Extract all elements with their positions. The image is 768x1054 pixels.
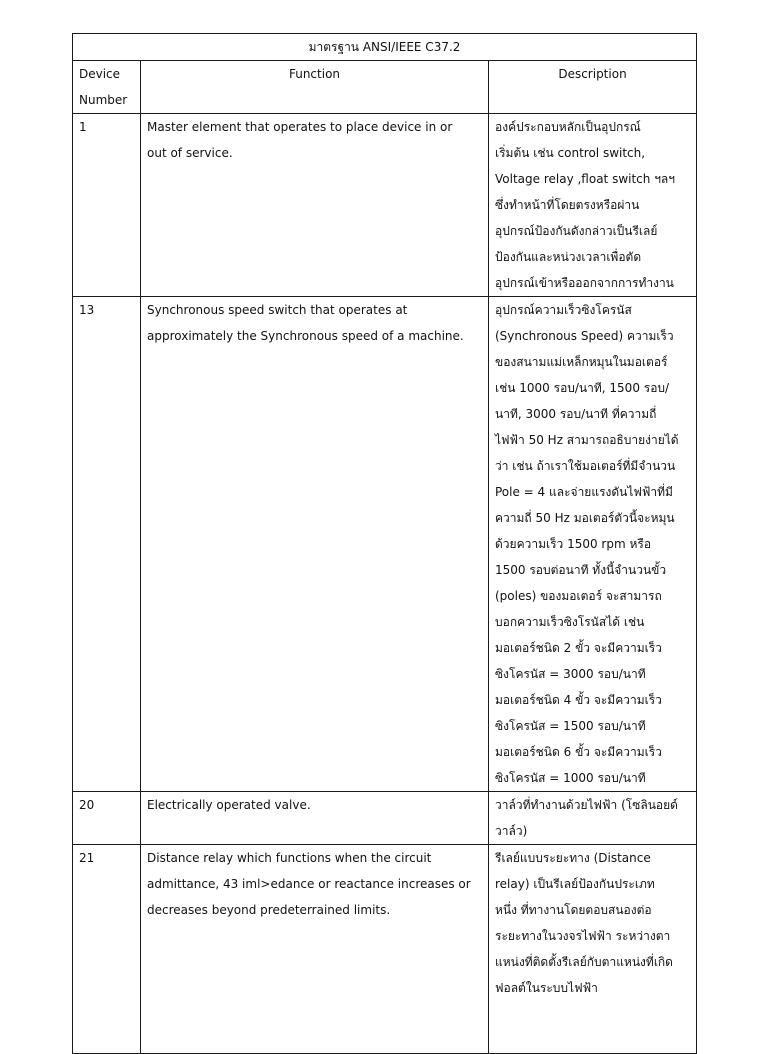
description-line: (poles) ของมอเตอร์ จะสามารถ	[495, 589, 662, 603]
description-line: ระยะทางในวงจรไฟฟ้า ระหว่างตา	[495, 929, 671, 943]
header-device-number	[73, 61, 141, 114]
description-line: ฟอลต์ในระบบไฟฟ้า	[495, 981, 598, 995]
description-line: ซึ่งทำหน้าที่โดยตรงหรือผ่าน	[495, 198, 640, 212]
description-line: รีเลย์แบบระยะทาง (Distance	[495, 851, 651, 865]
description-line: วาล์ว)	[495, 824, 528, 838]
description-line: (Synchronous Speed) ความเร็ว	[495, 329, 674, 343]
table-header-row	[73, 61, 697, 114]
description-line: ซิงโครนัส = 1500 รอบ/นาที	[495, 719, 646, 733]
ansi-device-table	[72, 33, 697, 1054]
description-line: มอเตอร์ชนิด 4 ขั้ว จะมีความเร็ว	[495, 693, 662, 707]
description-line: ด้วยความเร็ว 1500 rpm หรือ	[495, 537, 652, 551]
device-number-cell: 21	[73, 845, 141, 1054]
function-line: approximately the Synchronous speed of a machine.	[147, 329, 464, 343]
header-device-number-line: Device	[79, 67, 121, 81]
function-line: Master element that operates to place device in or	[147, 120, 453, 134]
function-line: decreases beyond predeterrained limits.	[147, 903, 391, 917]
table-row	[73, 792, 697, 845]
description-line: องค์ประกอบหลักเป็นอุปกรณ์	[495, 120, 641, 134]
function-line: Synchronous speed switch that operates at	[147, 303, 408, 317]
description-line: นาที, 3000 รอบ/นาที ที่ความถี่	[495, 407, 657, 421]
description-line: ความถี่ 50 Hz มอเตอร์ตัวนี้จะหมุน	[495, 511, 675, 525]
description-cell	[489, 792, 697, 845]
description-line: อุปกรณ์ป้องกันดังกล่าวเป็นรีเลย์	[495, 224, 658, 238]
description-cell	[489, 297, 697, 792]
device-number-cell: 1	[73, 114, 141, 297]
function-line: admittance, 43 iml>edance or reactance increases or	[147, 877, 471, 891]
description-line: วาล์วที่ทำงานด้วยไฟฟ้า (โซลินอยด์	[495, 798, 678, 812]
table-row	[73, 845, 697, 1054]
function-line: Electrically operated valve.	[147, 798, 311, 812]
table-title-row	[73, 34, 697, 61]
function-cell	[141, 114, 489, 297]
description-line: แหน่งที่ติดตั้งรีเลย์กับตาแหน่งที่เกิด	[495, 955, 673, 969]
description-line: Pole = 4 และจ่ายแรงดันไฟฟ้าที่มี	[495, 485, 673, 499]
function-cell	[141, 845, 489, 1054]
header-device-number-line: Number	[79, 93, 128, 107]
description-line: ซิงโครนัส = 3000 รอบ/นาที	[495, 667, 646, 681]
description-line: ป้องกันและหน่วงเวลาเพื่อตัด	[495, 250, 642, 264]
table-row	[73, 297, 697, 792]
description-line: บอกความเร็วซิงโรนัสได้ เช่น	[495, 615, 645, 629]
description-line: มอเตอร์ชนิด 6 ขั้ว จะมีความเร็ว	[495, 745, 662, 759]
function-line: out of service.	[147, 146, 233, 160]
description-line: 1500 รอบต่อนาที ทั้งนี้จำนวนขั้ว	[495, 563, 667, 577]
description-cell	[489, 114, 697, 297]
description-line: มอเตอร์ชนิด 2 ขั้ว จะมีความเร็ว	[495, 641, 662, 655]
description-line: อุปกรณ์ความเร็วซิงโครนัส	[495, 303, 632, 317]
table-title: มาตรฐาน ANSI/IEEE C37.2	[73, 34, 697, 61]
function-cell	[141, 792, 489, 845]
description-line: Voltage relay ,float switch ฯลฯ	[495, 172, 676, 186]
description-cell	[489, 845, 697, 1054]
description-line: เริ่มต้น เช่น control switch,	[495, 146, 646, 160]
description-line: หนึ่ง ที่ทางานโดยตอบสนองต่อ	[495, 903, 652, 917]
description-line: เช่น 1000 รอบ/นาที, 1500 รอบ/	[495, 381, 670, 395]
description-line: ซิงโครนัส = 1000 รอบ/นาที	[495, 771, 646, 785]
description-line: relay) เป็นรีเลย์ป้องกันประเภท	[495, 877, 655, 891]
description-line: ว่า เช่น ถ้าเราใช้มอเตอร์ที่มีจำนวน	[495, 459, 676, 473]
header-function: Function	[141, 61, 489, 114]
description-line: ของสนามแม่เหล็กหมุนในมอเตอร์	[495, 355, 668, 369]
description-line: อุปกรณ์เข้าหรือออกจากการทำงาน	[495, 276, 674, 290]
function-line: Distance relay which functions when the circuit	[147, 851, 432, 865]
function-cell	[141, 297, 489, 792]
device-number-cell: 13	[73, 297, 141, 792]
header-description: Description	[489, 61, 697, 114]
table-row	[73, 114, 697, 297]
description-line: ไฟฟ้า 50 Hz สามารถอธิบายง่ายได้	[495, 433, 679, 447]
device-number-cell: 20	[73, 792, 141, 845]
